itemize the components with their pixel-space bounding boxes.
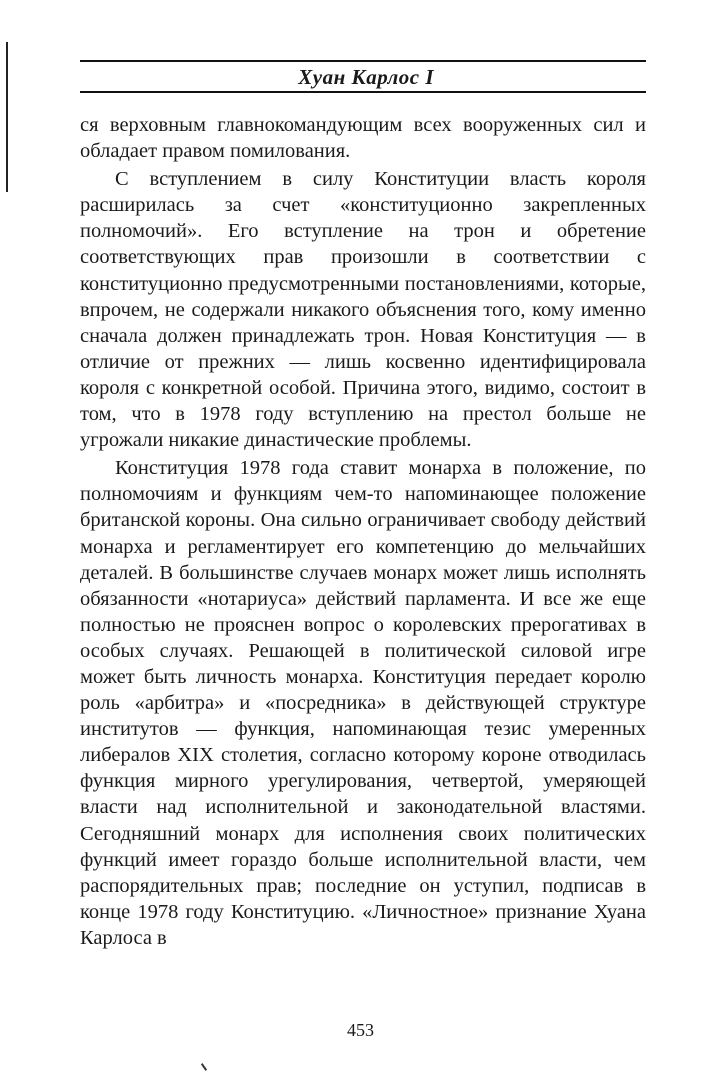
paragraph-continuation: ся верховным главнокомандующим всех вооруженных сил и обладает правом помилования. <box>80 114 646 163</box>
page-number <box>0 1020 717 1041</box>
header-rule-top <box>80 60 646 62</box>
page-number-text: 453 <box>347 1020 374 1040</box>
binding-edge-line <box>6 42 8 192</box>
scan-mark <box>201 1063 207 1071</box>
page-header <box>80 60 646 93</box>
running-head: Хуан Карлос I <box>298 65 434 89</box>
body-text <box>80 112 646 951</box>
header-rule-bottom <box>80 91 646 93</box>
paragraph-constitution-1978: Конституция 1978 года ставит монарха в положение, по полномочиям и функциям чем-то напоминающее положение британской короны. Она сильно ограничивает свободу действий монарха и регламентирует его компетенцию до мельчайших деталей. В большинстве случаев монарх может лишь исполнять обязанности «нотариуса» действий парламента. И все же еще полностью не прояснен вопрос о королевских прерогативах в особых случаях. Решающей в политической силовой игре может быть личность монарха. Конституция передает королю роль «арбитра» и «посредника» в действующей структуре институтов — функция, напоминающая тезис умеренных либералов XIX столетия, согласно которому короне отводилась функция мирного урегулирования, четвертой, умеряющей власти над исполнительной и законодательной властями. Сегодняшний монарх для исполнения своих политических функций имеет гораздо больше исполнительной власти, чем распорядительных прав; последние он уступил, подписав в конце 1978 году Конституцию. «Личностное» признание Хуана Карлоса в <box>80 457 646 949</box>
paragraph-constitution-powers: С вступлением в силу Конституции власть короля расширилась за счет «конституционно закрепленных полномочий». Его вступление на трон и обретение соответствующих прав произошли в соответствии с конституционно предусмотренными постановлениями, которые, впрочем, не содержали никакого объяснения того, кому именно сначала должен принадлежать трон. Новая Конституция — в отличие от прежних — лишь косвенно идентифицировала короля с конкретной особой. Причина этого, видимо, состоит в том, что в 1978 году вступлению на престол больше не угрожали никакие династические проблемы. <box>80 168 646 452</box>
